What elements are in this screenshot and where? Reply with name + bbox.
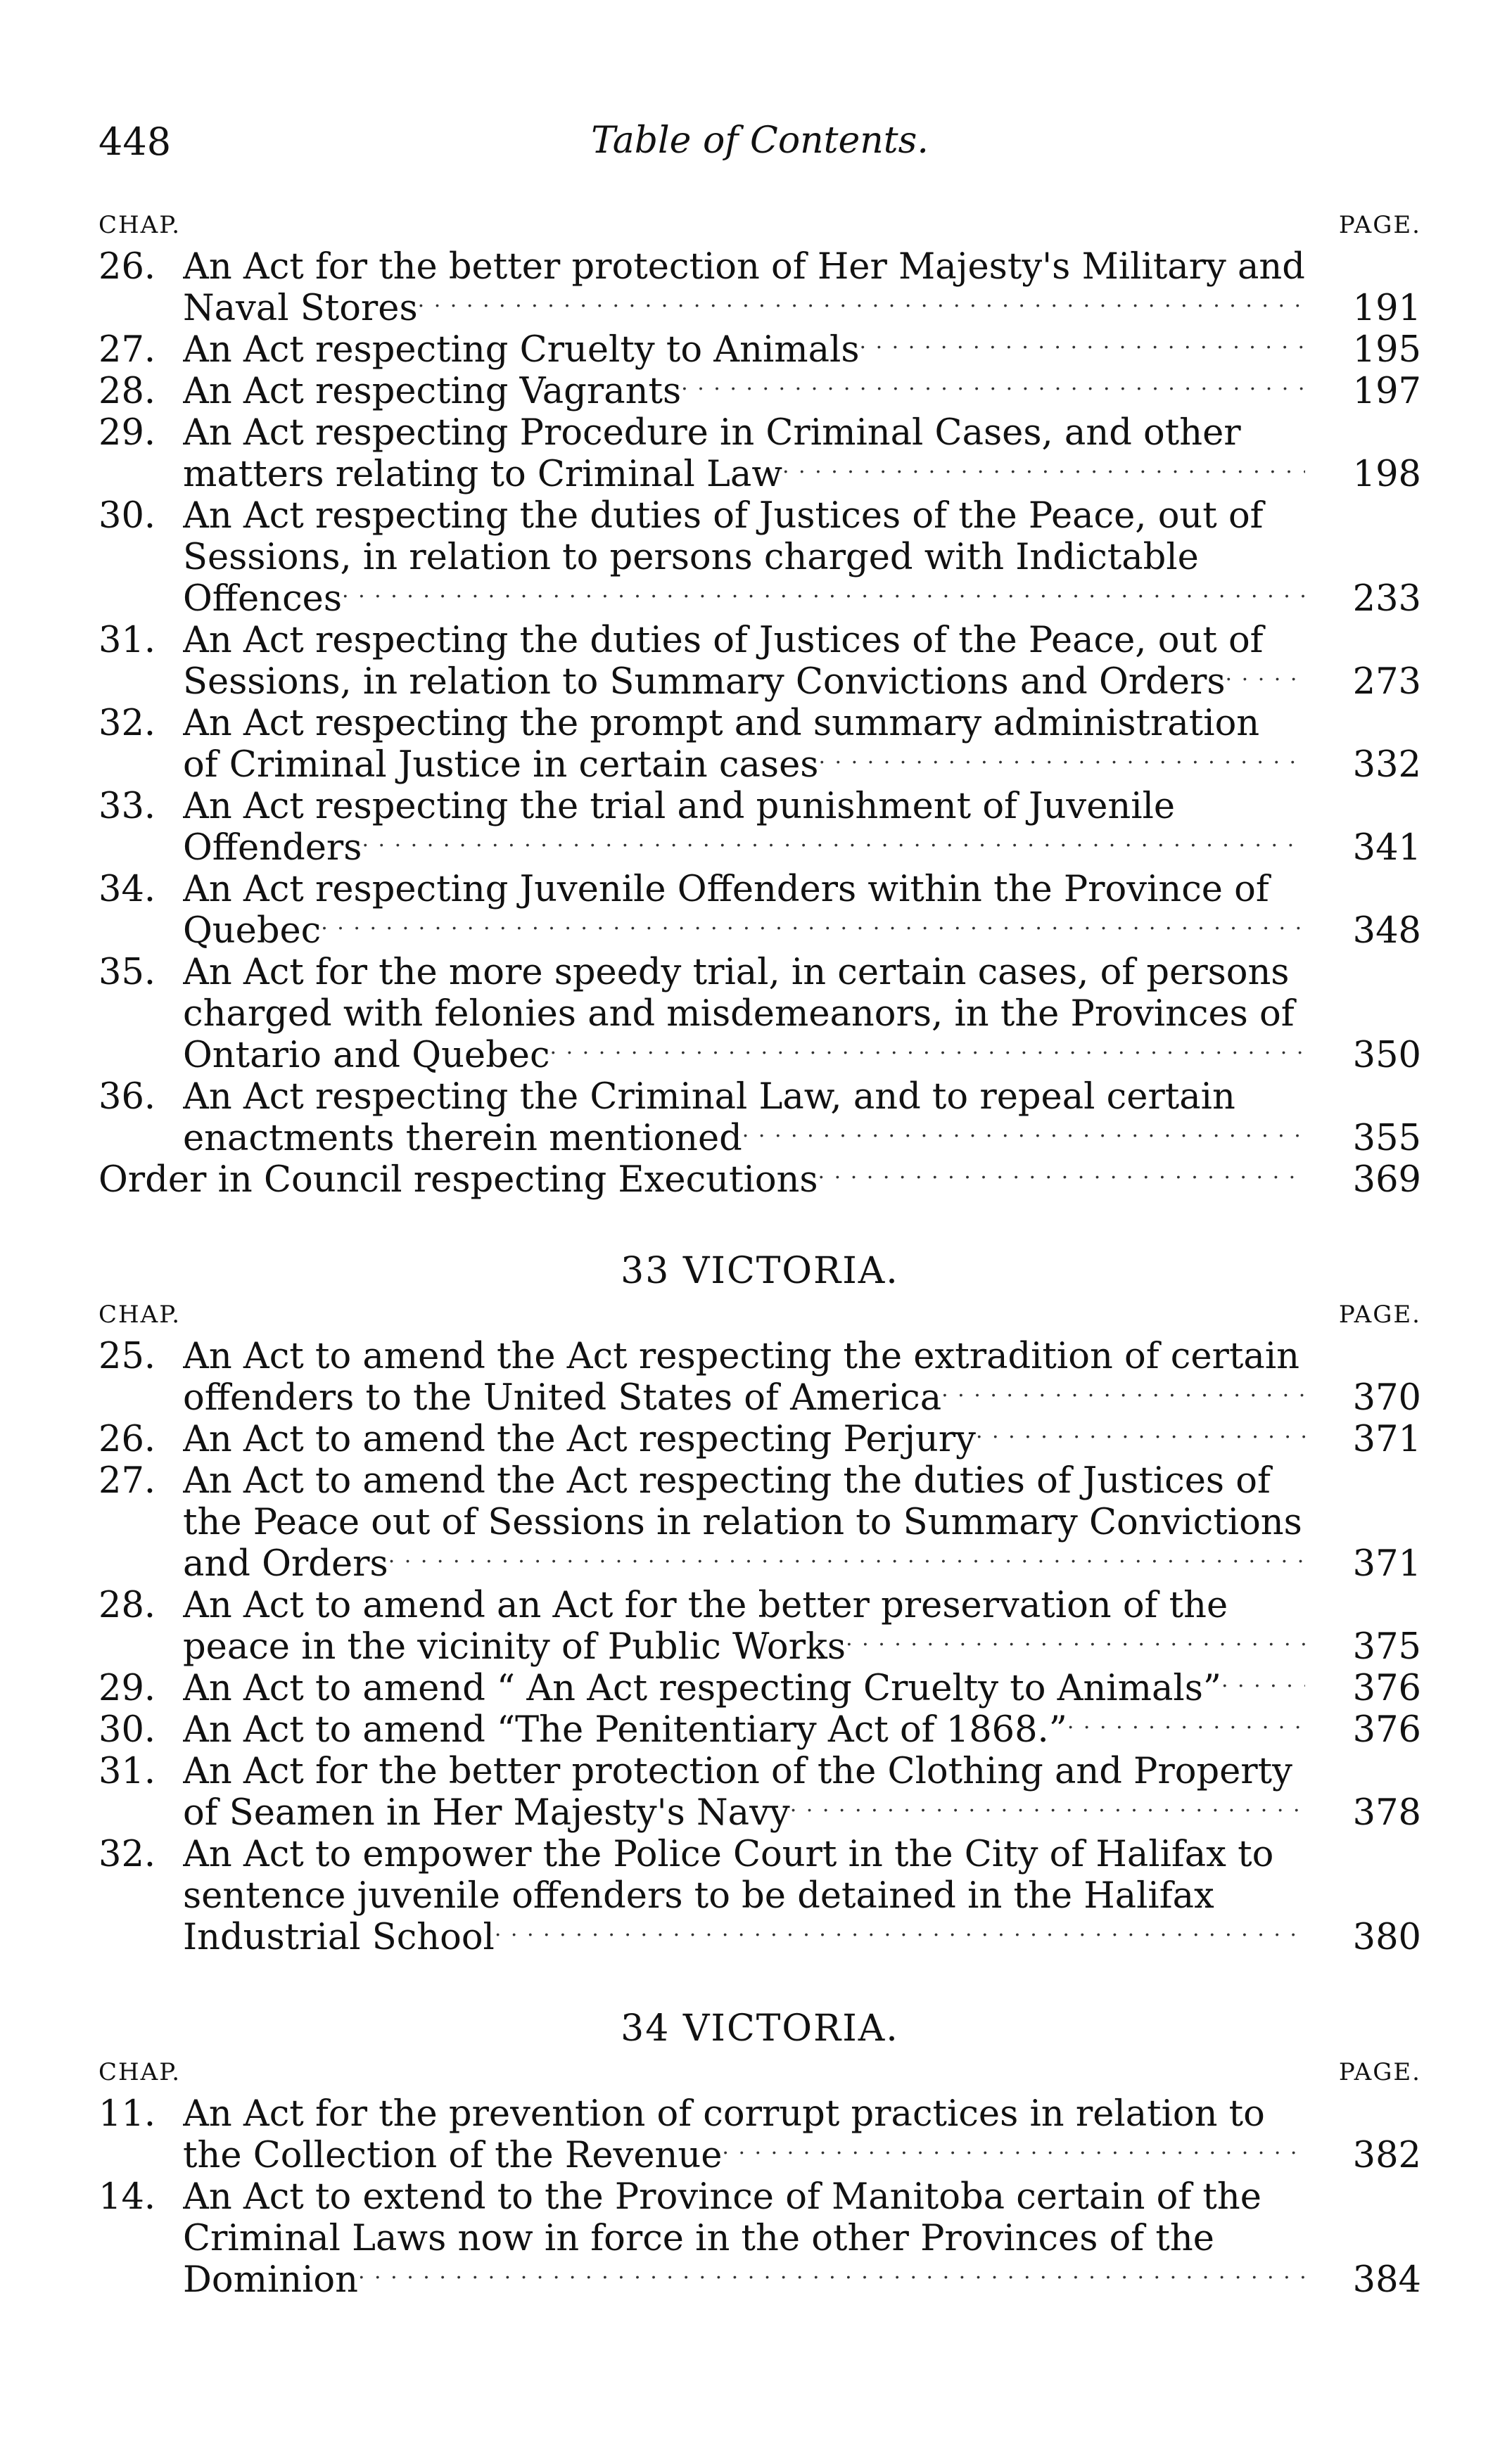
entry-page: 371 <box>1352 1419 1421 1460</box>
toc-entry <box>98 869 1421 952</box>
entry-title: An Act respecting Procedure in Criminal Cases, and other matters relating to Criminal Law . . . <box>183 412 1305 495</box>
entry-page: 273 <box>1352 661 1421 703</box>
section-title: 33 VICTORIA. <box>621 1250 899 1292</box>
chapter-number: 30. <box>98 495 156 537</box>
entry-title: An Act to amend “The Penitentiary Act of 1868.” . . . <box>183 1709 1305 1751</box>
page-header <box>98 120 1421 176</box>
toc-entry <box>98 1336 1421 1419</box>
toc-entry <box>98 246 1421 329</box>
toc-entry <box>98 2093 1421 2176</box>
chapter-number: 30. <box>98 1709 156 1751</box>
chapter-number: 26. <box>98 1419 156 1460</box>
table-of-contents <box>98 211 1421 2301</box>
entry-title: An Act to amend the Act respecting the duties of Justices of the Peace out of Sessions in relation to Summary Convictions and Orders . . . <box>183 1460 1305 1585</box>
entry-page: 332 <box>1352 744 1421 786</box>
toc-entry <box>98 1751 1421 1834</box>
entry-title: An Act to extend to the Province of Manitoba certain of the Criminal Laws now in force in the other Provinces of the Dominion . . . <box>183 2176 1305 2301</box>
toc-entry <box>98 703 1421 786</box>
entry-title: An Act to amend the Act respecting Perjury . . . <box>183 1419 1305 1460</box>
chapter-number: 25. <box>98 1336 156 1377</box>
page-number: 448 <box>98 120 172 164</box>
entry-title: An Act for the prevention of corrupt practices in relation to the Collection of the Revenue . . . <box>183 2093 1305 2176</box>
entry-page: 378 <box>1352 1792 1421 1834</box>
toc-entry <box>98 1076 1421 1159</box>
chapter-number: 29. <box>98 412 156 454</box>
page-label: PAGE. <box>1338 1301 1421 1329</box>
entry-page: 376 <box>1352 1709 1421 1751</box>
chap-label: CHAP. <box>98 1301 182 1329</box>
running-title: Table of Contents. <box>591 120 929 162</box>
entry-page: 380 <box>1352 1917 1421 1958</box>
entry-title: An Act respecting the duties of Justices of the Peace, out of Sessions, in relation to persons charged with Indictable Offences . . . <box>183 495 1305 620</box>
column-header <box>98 1301 1421 1336</box>
entry-page: 350 <box>1352 1035 1421 1076</box>
entry-page: 375 <box>1352 1626 1421 1668</box>
toc-entry <box>98 495 1421 620</box>
entry-title: An Act for the more speedy trial, in certain cases, of persons charged with felonies and misdemeanors, in the Provinces of Ontario and Quebec . . . <box>183 952 1305 1076</box>
toc-entry <box>98 1419 1421 1460</box>
entry-title: An Act to amend the Act respecting the extradition of certain offenders to the United States of America . . . <box>183 1336 1305 1419</box>
entry-page: 198 <box>1352 454 1421 495</box>
toc-entry <box>98 786 1421 869</box>
chapter-number: 29. <box>98 1668 156 1709</box>
chapter-number: 28. <box>98 1585 156 1626</box>
entry-title: An Act respecting Cruelty to Animals . . . <box>183 329 1305 371</box>
entry-page: 370 <box>1352 1377 1421 1419</box>
toc-entry <box>98 1460 1421 1585</box>
entry-title: An Act to amend “ An Act respecting Cruelty to Animals” . . . <box>183 1668 1305 1709</box>
entry-title: An Act respecting the Criminal Law, and to repeal certain enactments therein mentioned . . . <box>183 1076 1305 1159</box>
chapter-number: 27. <box>98 329 156 371</box>
toc-section <box>98 1250 1421 1958</box>
chapter-number: 32. <box>98 1834 156 1875</box>
toc-entry <box>98 1585 1421 1668</box>
toc-entry <box>98 371 1421 412</box>
entry-page: 369 <box>1352 1159 1421 1201</box>
column-header <box>98 2058 1421 2093</box>
toc-entry <box>98 1709 1421 1751</box>
chapter-number: 31. <box>98 620 156 661</box>
entry-title: An Act for the better protection of Her Majesty's Military and Naval Stores . . . <box>183 246 1305 329</box>
chapter-number: 28. <box>98 371 156 412</box>
chapter-number: 31. <box>98 1751 156 1792</box>
chapter-number: 27. <box>98 1460 156 1502</box>
chapter-number: 11. <box>98 2093 156 2135</box>
entry-page: 376 <box>1352 1668 1421 1709</box>
entry-page: 348 <box>1352 910 1421 952</box>
column-header <box>98 211 1421 246</box>
entry-page: 382 <box>1352 2135 1421 2176</box>
toc-entry <box>98 2176 1421 2301</box>
entry-page: 371 <box>1352 1543 1421 1585</box>
entry-title: Order in Council respecting Executions . . . <box>98 1159 1305 1201</box>
entry-page: 355 <box>1352 1118 1421 1159</box>
chapter-number: 32. <box>98 703 156 744</box>
entry-page: 197 <box>1352 371 1421 412</box>
chapter-number: 26. <box>98 246 156 288</box>
chapter-number: 36. <box>98 1076 156 1118</box>
entry-title: An Act to amend an Act for the better preservation of the peace in the vicinity of Public Works . . . <box>183 1585 1305 1668</box>
chap-label: CHAP. <box>98 2058 182 2086</box>
toc-section <box>98 211 1421 1201</box>
entry-page: 384 <box>1352 2259 1421 2301</box>
page-label: PAGE. <box>1338 211 1421 239</box>
chapter-number: 34. <box>98 869 156 910</box>
entry-title: An Act for the better protection of the Clothing and Property of Seamen in Her Majesty's Navy . . . <box>183 1751 1305 1834</box>
entry-title: An Act respecting the prompt and summary administration of Criminal Justice in certain cases . . . <box>183 703 1305 786</box>
chapter-number: 14. <box>98 2176 156 2218</box>
section-title: 34 VICTORIA. <box>621 2007 899 2050</box>
entry-page: 191 <box>1352 288 1421 329</box>
entry-title: An Act respecting the trial and punishment of Juvenile Offenders . . . <box>183 786 1305 869</box>
entry-page: 341 <box>1352 827 1421 869</box>
toc-entry <box>98 952 1421 1076</box>
entry-page: 233 <box>1352 578 1421 620</box>
chapter-number: 33. <box>98 786 156 827</box>
toc-entry <box>98 1834 1421 1958</box>
entry-page: 195 <box>1352 329 1421 371</box>
toc-entry <box>98 329 1421 371</box>
toc-section <box>98 2007 1421 2301</box>
toc-entry <box>98 1668 1421 1709</box>
page-label: PAGE. <box>1338 2058 1421 2086</box>
toc-entry <box>98 412 1421 495</box>
entry-title: An Act respecting Juvenile Offenders within the Province of Quebec . . . <box>183 869 1305 952</box>
entry-title: An Act to empower the Police Court in the City of Halifax to sentence juvenile offenders to be detained in the Halifax Industrial School . . . <box>183 1834 1305 1958</box>
entry-title: An Act respecting the duties of Justices of the Peace, out of Sessions, in relation to Summary Convictions and Orders . . . <box>183 620 1305 703</box>
chapter-number: 35. <box>98 952 156 993</box>
chap-label: CHAP. <box>98 211 182 239</box>
toc-entry <box>98 1159 1421 1201</box>
entry-title: An Act respecting Vagrants . . . <box>183 371 1305 412</box>
toc-entry <box>98 620 1421 703</box>
